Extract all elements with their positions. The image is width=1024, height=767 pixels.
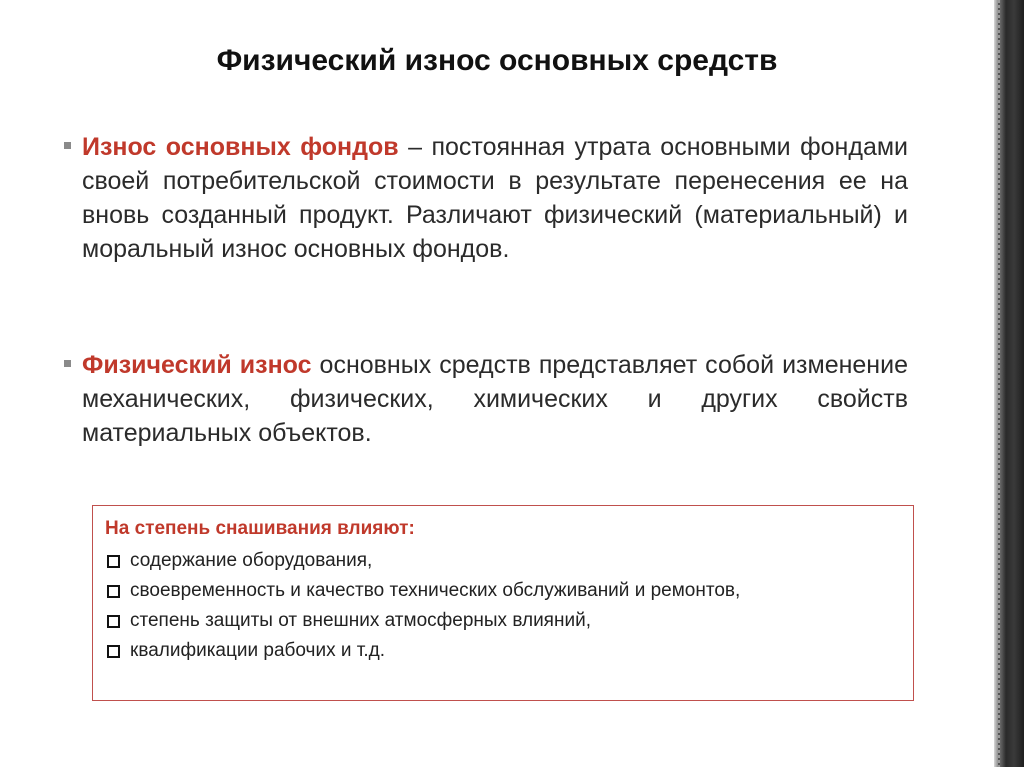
paragraph-physical-wear-text: основных средств представляет собой изменение механических, физических, химических и других свойств материальных объектов.: [82, 351, 908, 447]
bullet-square-icon: [64, 142, 71, 149]
paragraph-physical-wear: [82, 348, 908, 450]
term-physical-wear: Физический износ: [82, 351, 312, 379]
list-item-label: содержание оборудования,: [130, 550, 373, 571]
list-item: [105, 576, 901, 606]
list-item-label: степень защиты от внешних атмосферных влияний,: [130, 610, 591, 631]
checkbox-square-icon: [107, 645, 120, 658]
checkbox-square-icon: [107, 555, 120, 568]
list-item: [105, 606, 901, 636]
checkbox-square-icon: [107, 585, 120, 598]
term-wear: Износ основных фондов: [82, 133, 399, 161]
factors-box: [92, 505, 914, 701]
paragraph-wear-text: – постоянная утрата основными фондами своей потребительской стоимости в результате перенесения ее на вновь созданный продукт. Различают физический (материальный) и моральный износ основных фондов.: [82, 133, 908, 263]
list-item-label: квалификации рабочих и т.д.: [130, 640, 385, 661]
slide-edge-decoration: [994, 0, 1024, 767]
paragraph-wear-definition: [82, 130, 908, 266]
list-item: [105, 636, 901, 666]
checkbox-square-icon: [107, 615, 120, 628]
list-item: [105, 546, 901, 576]
factors-heading: На степень снашивания влияют:: [105, 518, 415, 539]
slide-title: Физический износ основных средств: [216, 44, 778, 77]
list-item-label: своевременность и качество технических обслуживаний и ремонтов,: [130, 580, 741, 601]
bullet-square-icon: [64, 360, 71, 367]
